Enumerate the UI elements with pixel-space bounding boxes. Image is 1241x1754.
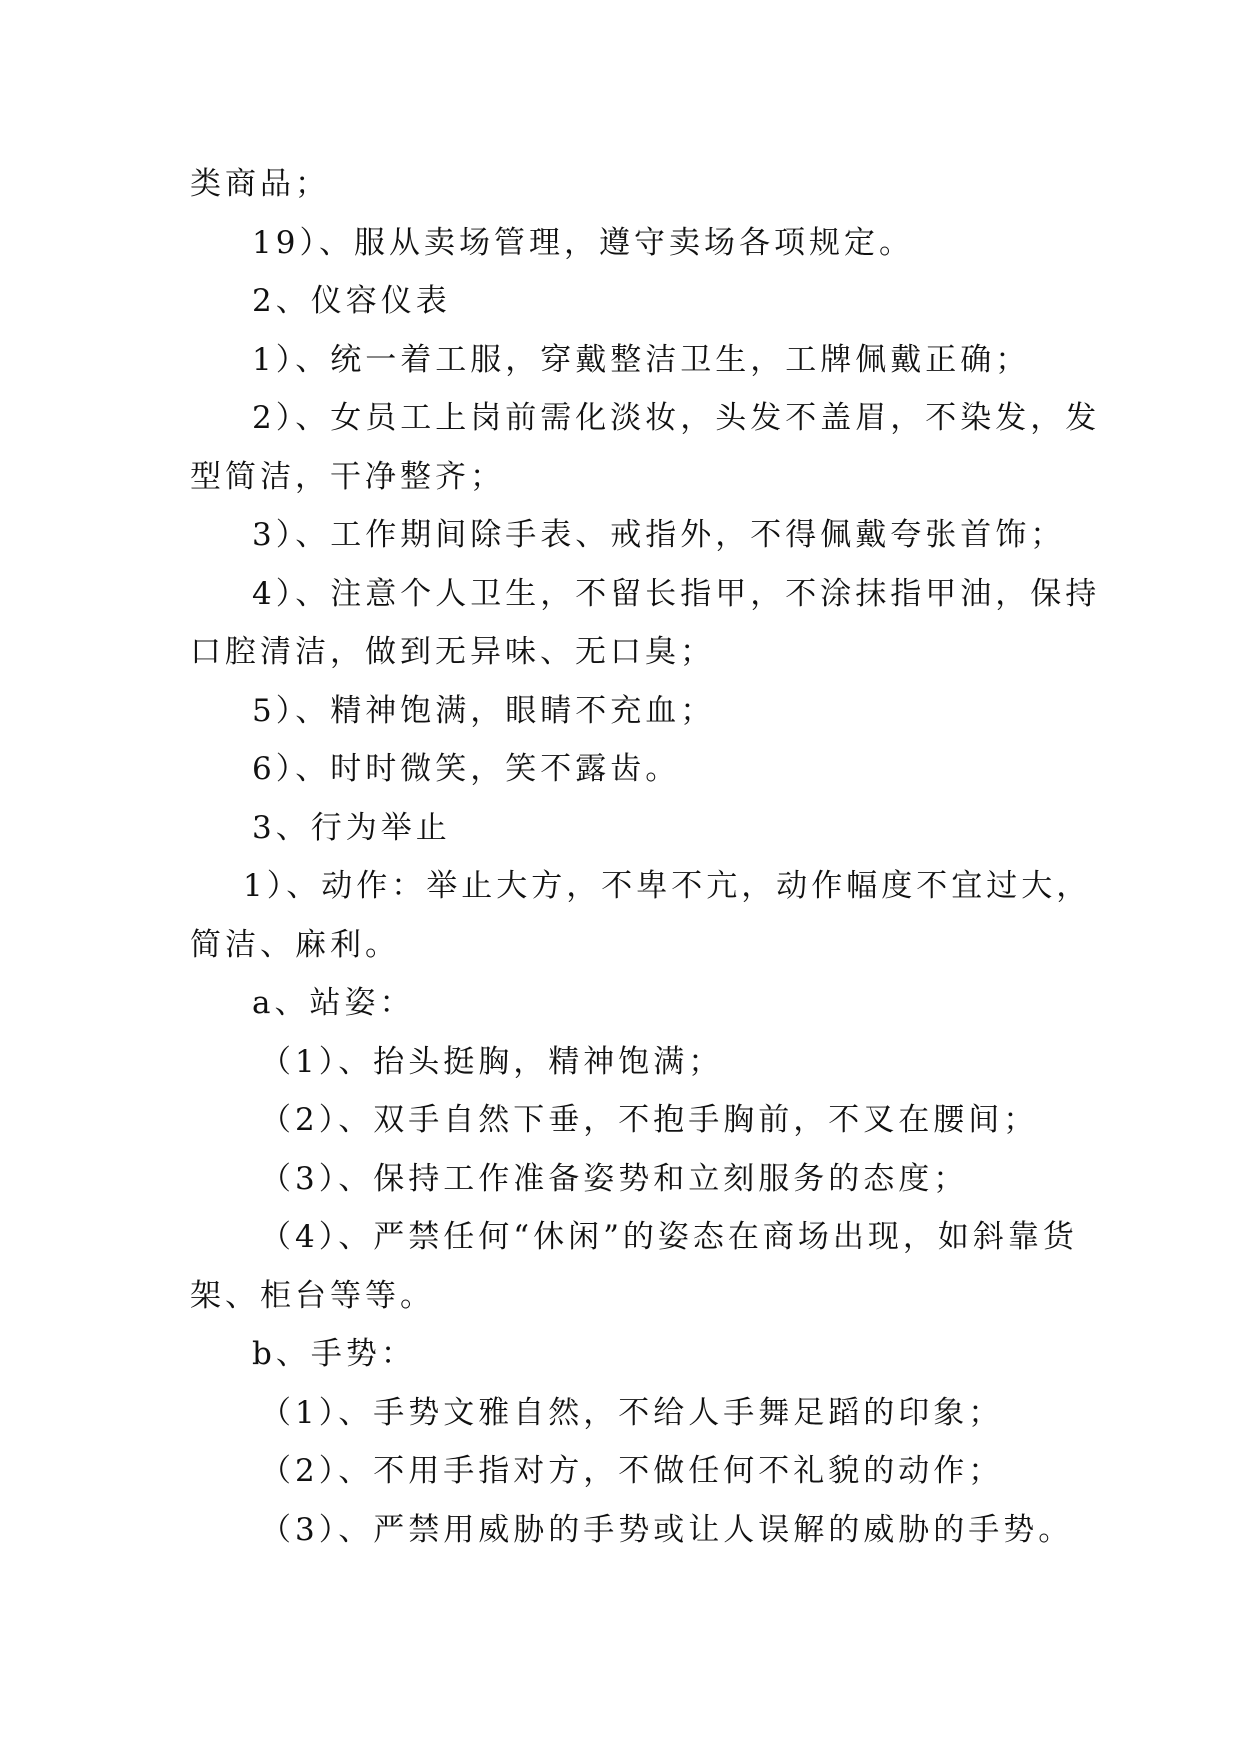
- text-line-item-5: 5）、精神饱满，眼睛不充血；: [252, 692, 716, 729]
- text-line-gesture-3: （3）、严禁用威胁的手势或让人误解的威胁的手势。: [260, 1511, 1074, 1548]
- subheading-posture: a、站姿：: [252, 985, 415, 1021]
- text-line-posture-3: （3）、保持工作准备姿势和立刻服务的态度；: [260, 1160, 969, 1197]
- text-line-posture-4-cont: 架、柜台等等。: [190, 1277, 435, 1314]
- text-line-posture-4: （4）、严禁任何“休闲”的姿态在商场出现，如斜靠货: [260, 1219, 1078, 1255]
- section-heading-behavior: 3、行为举止: [252, 809, 451, 846]
- text-line-item-1: 1）、统一着工服，穿戴整洁卫生，工牌佩戴正确；: [252, 341, 1031, 378]
- text-line-gesture-1: （1）、手势文雅自然，不给人手舞足蹈的印象；: [260, 1394, 1004, 1431]
- text-line-action: 1）、动作：举止大方，不卑不亢，动作幅度不宜过大，: [243, 868, 1092, 904]
- subheading-gesture: b、手势：: [252, 1336, 416, 1372]
- text-line-item-2-cont: 型简洁，干净整齐；: [190, 458, 505, 495]
- section-heading-appearance: 2、仪容仪表: [252, 283, 451, 319]
- text-line-posture-1: （1）、抬头挺胸，精神饱满；: [260, 1043, 724, 1080]
- text-line-gesture-2: （2）、不用手指对方，不做任何不礼貌的动作；: [260, 1453, 1004, 1489]
- text-line-item-3: 3）、工作期间除手表、戒指外，不得佩戴夸张首饰；: [252, 517, 1066, 553]
- text-line-posture-2: （2）、双手自然下垂，不抱手胸前，不叉在腰间；: [260, 1102, 1039, 1138]
- document-body: [190, 155, 1101, 1559]
- text-line-item-4: 4）、注意个人卫生，不留长指甲，不涂抹指甲油，保持: [252, 575, 1101, 612]
- text-line-continuation: 类商品；: [190, 166, 330, 202]
- text-line-item-6: 6）、时时微笑，笑不露齿。: [252, 751, 681, 787]
- text-line-action-cont: 简洁、麻利。: [190, 926, 400, 963]
- text-line-item-19: 19）、服从卖场管理，遵守卖场各项规定。: [252, 224, 914, 261]
- text-line-item-4-cont: 口腔清洁，做到无异味、无口臭；: [190, 634, 715, 670]
- text-line-item-2: 2）、女员工上岗前需化淡妆，头发不盖眉，不染发，发: [252, 400, 1101, 436]
